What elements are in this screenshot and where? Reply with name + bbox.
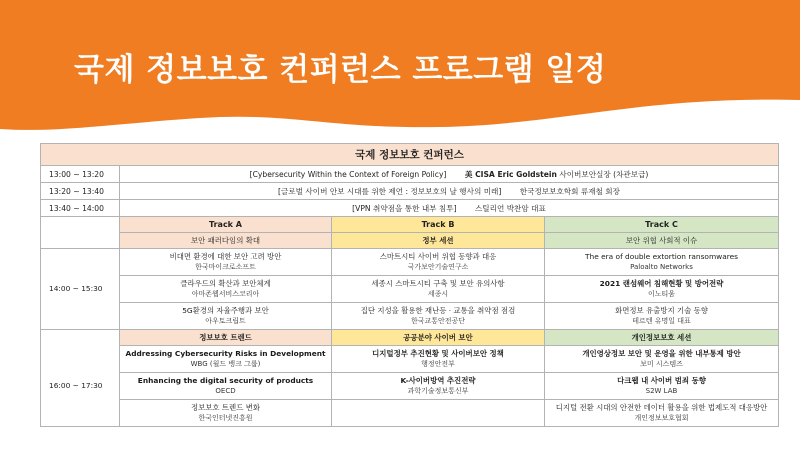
- theme-track-a: 정보보호 트렌드: [120, 330, 332, 346]
- program-title: 개인영상정보 보안 및 운영을 위한 내부통제 방안: [582, 349, 741, 358]
- time-spacer: [41, 330, 120, 346]
- program-title: Enhancing the digital security of products: [137, 376, 314, 385]
- program-cell: [332, 346, 545, 373]
- program-cell: [120, 400, 332, 427]
- program-title: 정보보호 트렌드 변화: [191, 403, 260, 412]
- track-b-header: Track B: [332, 217, 545, 233]
- program-title: K-사이버방역 추진전략: [400, 376, 476, 385]
- session-content: [120, 183, 779, 200]
- program-org: 보미 시스템즈: [640, 360, 683, 368]
- table-title: 국제 정보보호 컨퍼런스: [41, 144, 779, 166]
- page-title: 국제 정보보호 컨퍼런스 프로그램 일정: [74, 52, 607, 88]
- time-spacer: [41, 233, 120, 249]
- program-cell: [332, 303, 545, 330]
- program-title: 화면정보 유출방지 기술 동향: [615, 306, 708, 315]
- program-cell: [545, 400, 779, 427]
- program-org: Paloalto Networks: [630, 263, 693, 271]
- program-org: 개인정보보호협회: [634, 414, 689, 422]
- program-cell: [545, 346, 779, 373]
- program-title: 클라우드의 확산과 보안체계: [180, 279, 271, 288]
- time-spacer: [41, 217, 120, 233]
- table-row: [41, 346, 779, 373]
- program-cell: [332, 249, 545, 276]
- theme-row: [41, 330, 779, 346]
- session-row: [41, 166, 779, 183]
- program-cell: [332, 276, 545, 303]
- track-c-header: Track C: [545, 217, 779, 233]
- session-topic: [VPN 취약점을 통한 내부 침투]: [352, 203, 457, 213]
- block-time: 16:00 ~ 17:30: [41, 346, 120, 427]
- session-topic: [Cybersecurity Within the Context of Foreign Policy]: [249, 169, 447, 179]
- program-org: 아마존웹서비스코리아: [191, 290, 260, 298]
- program-title: 세종시 스마트시티 구축 및 보안 유의사항: [371, 279, 505, 288]
- program-cell: [120, 276, 332, 303]
- session-speaker: 한국정보보호학회 류재철 회장: [519, 186, 620, 196]
- program-title: 집단 지성을 활용한 재난등 · 교통을 취약점 점검: [360, 306, 516, 315]
- program-org: 행정안전부: [421, 360, 455, 368]
- program-org: 한국교통안전공단: [410, 317, 466, 325]
- session-row: [41, 183, 779, 200]
- table-row: [41, 249, 779, 276]
- session-row: [41, 200, 779, 217]
- session-time: 13:20 ~ 13:40: [41, 183, 120, 200]
- program-org: 국가보안기술연구소: [407, 263, 469, 271]
- session-speaker: 사이버보안실장 (차관보급): [559, 169, 649, 179]
- program-cell: [545, 303, 779, 330]
- theme-track-c: 보안 위협 사회적 이슈: [545, 233, 779, 249]
- program-org: S2W LAB: [645, 387, 678, 395]
- program-cell: [120, 346, 332, 373]
- table-row: [41, 400, 779, 427]
- program-cell: [120, 249, 332, 276]
- session-speaker: 스틸리언 박찬암 대표: [474, 203, 546, 213]
- theme-row: [41, 233, 779, 249]
- block-time: 14:00 ~ 15:30: [41, 249, 120, 330]
- program-cell: [332, 373, 545, 400]
- table-row: [41, 276, 779, 303]
- session-time: 13:00 ~ 13:20: [41, 166, 120, 183]
- table-row: [41, 373, 779, 400]
- program-title: 디지털정부 추진현황 및 사이버보안 정책: [372, 349, 504, 358]
- program-org: OECD: [215, 387, 236, 395]
- session-topic: [글로벌 사이버 안보 시대를 위한 제언 : 정보보호의 날 행사의 미래]: [278, 186, 502, 196]
- program-org: 한국인터넷진흥원: [198, 414, 253, 422]
- track-header-row: [41, 217, 779, 233]
- header-banner: [0, 0, 800, 140]
- theme-track-b: 공공분야 사이버 보안: [332, 330, 545, 346]
- program-org: 테르텐 유명일 대표: [632, 317, 691, 325]
- program-title: 스마트시티 사이버 위협 동향과 대응: [379, 252, 497, 261]
- program-title: 비대면 환경에 대한 보안 고려 방안: [169, 252, 282, 261]
- program-title: The era of double extortion ransomwares: [585, 252, 738, 261]
- program-title: 2021 랜섬웨어 침해현황 및 방어전략: [599, 279, 724, 288]
- session-time: 13:40 ~ 14:00: [41, 200, 120, 217]
- program-cell: [545, 276, 779, 303]
- theme-track-c: 개인정보보호 세션: [545, 330, 779, 346]
- program-title: 5G환경의 자율주행과 보안: [182, 306, 269, 315]
- session-content: [120, 200, 779, 217]
- program-cell: [120, 373, 332, 400]
- program-org: 이노티움: [647, 290, 676, 298]
- program-cell: [545, 249, 779, 276]
- program-org: 아우토크립트: [205, 317, 246, 325]
- program-org: 한국마이크로소프트: [195, 263, 256, 271]
- program-org: 과학기술정보통신부: [407, 387, 469, 395]
- program-title: 디지털 전환 시대의 안전한 데이터 활용을 위한 법제도적 대응방안: [555, 403, 768, 412]
- program-org: 세종시: [427, 290, 449, 298]
- program-org: WBG (월드 뱅크 그룹): [190, 360, 261, 368]
- program-cell: [545, 373, 779, 400]
- session-speaker-bold: 美 CISA Eric Goldstein: [464, 169, 557, 179]
- program-cell-empty: [332, 400, 545, 427]
- program-table: [40, 143, 779, 427]
- table-row: [41, 303, 779, 330]
- theme-track-a: 보안 패러다임의 확대: [120, 233, 332, 249]
- program-title: 다크웹 내 사이버 범죄 동향: [617, 376, 706, 385]
- session-content: [120, 166, 779, 183]
- theme-track-b: 정부 세션: [332, 233, 545, 249]
- track-a-header: Track A: [120, 217, 332, 233]
- program-title: Addressing Cybersecurity Risks in Development: [125, 349, 326, 358]
- program-cell: [120, 303, 332, 330]
